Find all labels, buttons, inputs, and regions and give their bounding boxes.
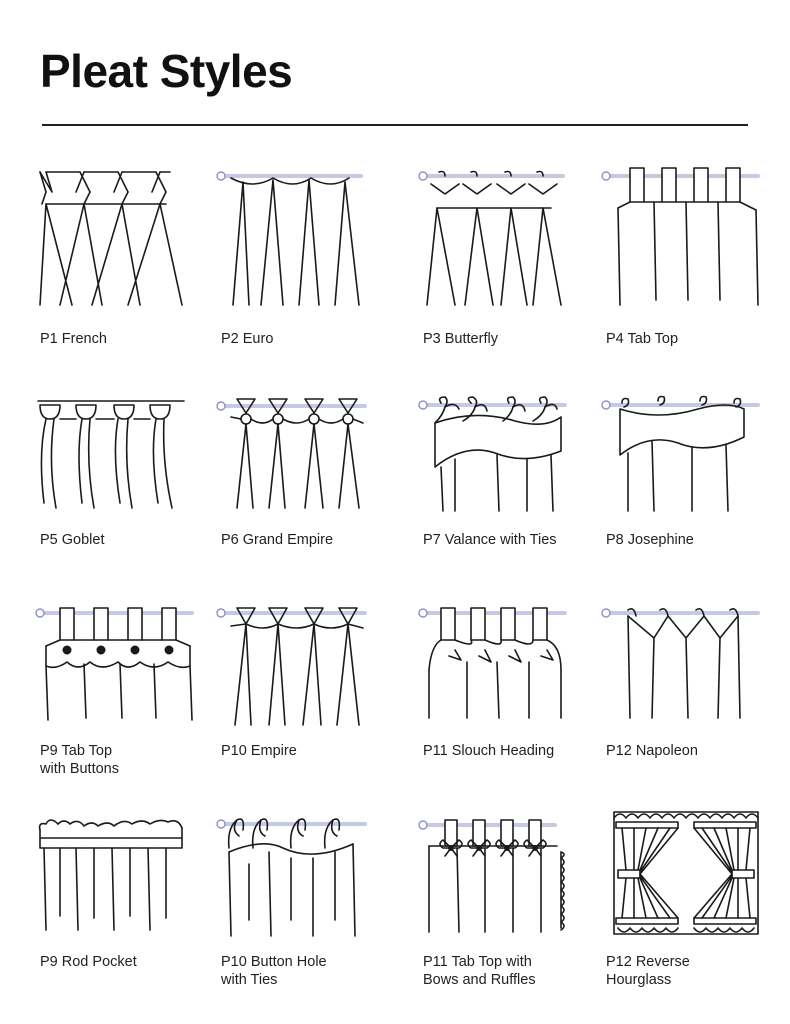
pleat-caption: P9 Rod Pocket <box>40 954 137 970</box>
tab-top-illustration <box>598 160 763 310</box>
pleat-caption: P10 Empire <box>221 743 297 759</box>
pleat-caption: P1 French <box>40 331 107 347</box>
grand-empire-illustration <box>213 393 378 543</box>
butterfly-pleat-illustration <box>415 160 580 310</box>
pleat-caption: P4 Tab Top <box>606 331 679 347</box>
tab-top-with-bows-and-ruffles-illustration <box>415 808 580 958</box>
pleat-caption: P2 Euro <box>221 331 274 347</box>
pleat-caption: P12 Reverse Hourglass <box>606 954 690 988</box>
pleat-caption: P9 Tab Top with Buttons <box>40 743 119 777</box>
pleat-caption: P6 Grand Empire <box>221 532 334 548</box>
josephine-illustration <box>598 393 763 543</box>
rod-pocket-illustration <box>32 808 197 958</box>
pleat-caption: P10 Button Hole with Ties <box>221 954 327 988</box>
page-title: Pleat Styles <box>40 45 293 97</box>
pleat-caption: P3 Butterfly <box>423 331 498 347</box>
pleat-caption: P5 Goblet <box>40 532 105 548</box>
pleat-caption: P8 Josephine <box>606 532 694 548</box>
reverse-hourglass-illustration <box>598 808 763 958</box>
valance-with-ties-illustration <box>415 393 580 543</box>
tab-top-with-buttons-illustration <box>32 600 197 750</box>
pleat-caption: P12 Napoleon <box>606 743 698 759</box>
euro-pleat-illustration <box>213 160 378 310</box>
goblet-pleat-illustration <box>32 393 197 543</box>
slouch-heading-illustration <box>415 600 580 750</box>
title-divider <box>42 124 748 126</box>
pleat-caption: P11 Tab Top with Bows and Ruffles <box>423 954 536 988</box>
napoleon-illustration <box>598 600 763 750</box>
french-pleat-illustration <box>32 160 197 310</box>
pleat-caption: P11 Slouch Heading <box>423 743 555 759</box>
pleat-caption: P7 Valance with Ties <box>423 532 557 548</box>
button-hole-with-ties-illustration <box>213 808 378 958</box>
empire-pleat-illustration <box>213 600 378 750</box>
